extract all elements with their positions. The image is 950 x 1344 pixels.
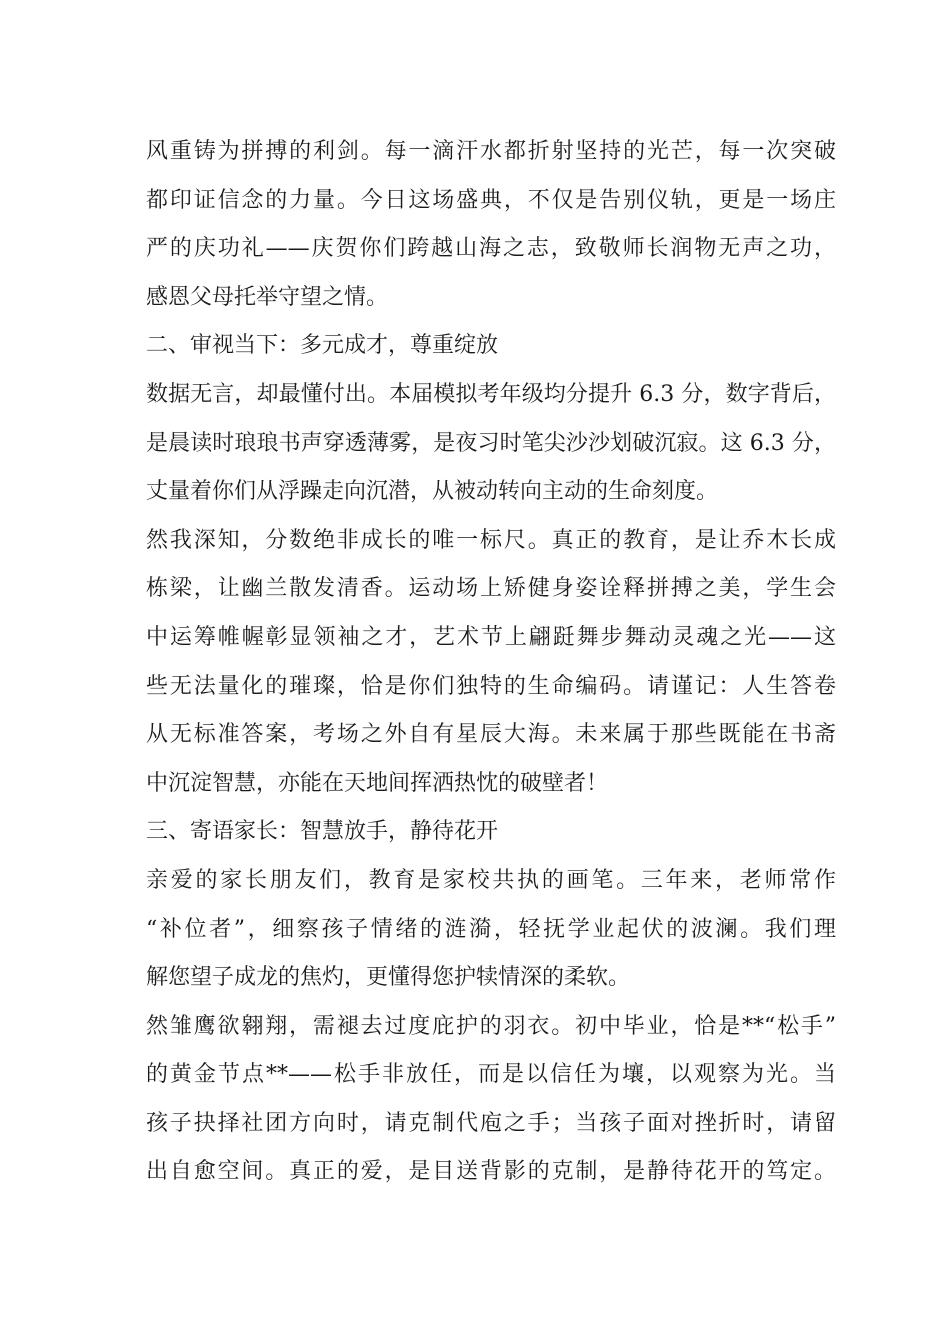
section-heading-2: 二、审视当下：多元成才，尊重绽放 [146, 333, 499, 359]
paragraph-end-line: 解您望子成龙的焦灼，更懂得您护犊情深的柔软。 [146, 965, 631, 991]
text-line: 的黄金节点**——松手非放任，而是以信任为壤，以观察为光。当 [146, 1062, 836, 1088]
text-line: 出自愈空间。真正的爱，是目送背影的克制，是静待花开的笃定。 [146, 1159, 836, 1185]
text-line: 都印证信念的力量。今日这场盛典，不仅是告别仪轨，更是一场庄 [146, 187, 836, 213]
text-line: 严的庆功礼——庆贺你们跨越山海之志，致敬师长润物无声之功， [146, 236, 836, 262]
section-heading-3: 三、寄语家长：智慧放手，静待花开 [146, 819, 499, 845]
document-body [146, 128, 836, 1197]
text-line: 亲爱的家长朋友们，教育是家校共执的画笔。三年来，老师常作 [146, 867, 836, 893]
text-line: 中运筹帷幄彰显领袖之才，艺术节上翩跹舞步舞动灵魂之光——这 [146, 624, 836, 650]
paragraph-end-line: 感恩父母托举守望之情。 [146, 284, 389, 310]
text-line: 孩子抉择社团方向时，请克制代庖之手；当孩子面对挫折时，请留 [146, 1110, 836, 1136]
paragraph-end-line: 中沉淀智慧，亦能在天地间挥洒热忱的破壁者！ [146, 770, 609, 796]
text-line: 是晨读时琅琅书声穿透薄雾，是夜习时笔尖沙沙划破沉寂。这 6.3 分， [146, 430, 836, 456]
text-line: 然雏鹰欲翱翔，需褪去过度庇护的羽衣。初中毕业，恰是**“松手” [146, 1013, 836, 1039]
paragraph-end-line: 丈量着你们从浮躁走向沉潜，从被动转向主动的生命刻度。 [146, 479, 719, 505]
text-line: 风重铸为拼搏的利剑。每一滴汗水都折射坚持的光芒，每一次突破 [146, 139, 836, 164]
text-line: 栋梁，让幽兰散发清香。运动场上矫健身姿诠释拼搏之美，学生会 [146, 576, 836, 602]
text-line: 然我深知，分数绝非成长的唯一标尺。真正的教育，是让乔木长成 [146, 527, 836, 553]
text-line: 从无标准答案，考场之外自有星辰大海。未来属于那些既能在书斋 [146, 722, 836, 748]
text-line: 数据无言，却最懂付出。本届模拟考年级均分提升 6.3 分，数字背后， [146, 381, 836, 407]
text-line: 些无法量化的璀璨，恰是你们独特的生命编码。请谨记：人生答卷 [146, 673, 836, 699]
text-line: “补位者”，细察孩子情绪的涟漪，轻抚学业起伏的波澜。我们理 [146, 916, 836, 942]
